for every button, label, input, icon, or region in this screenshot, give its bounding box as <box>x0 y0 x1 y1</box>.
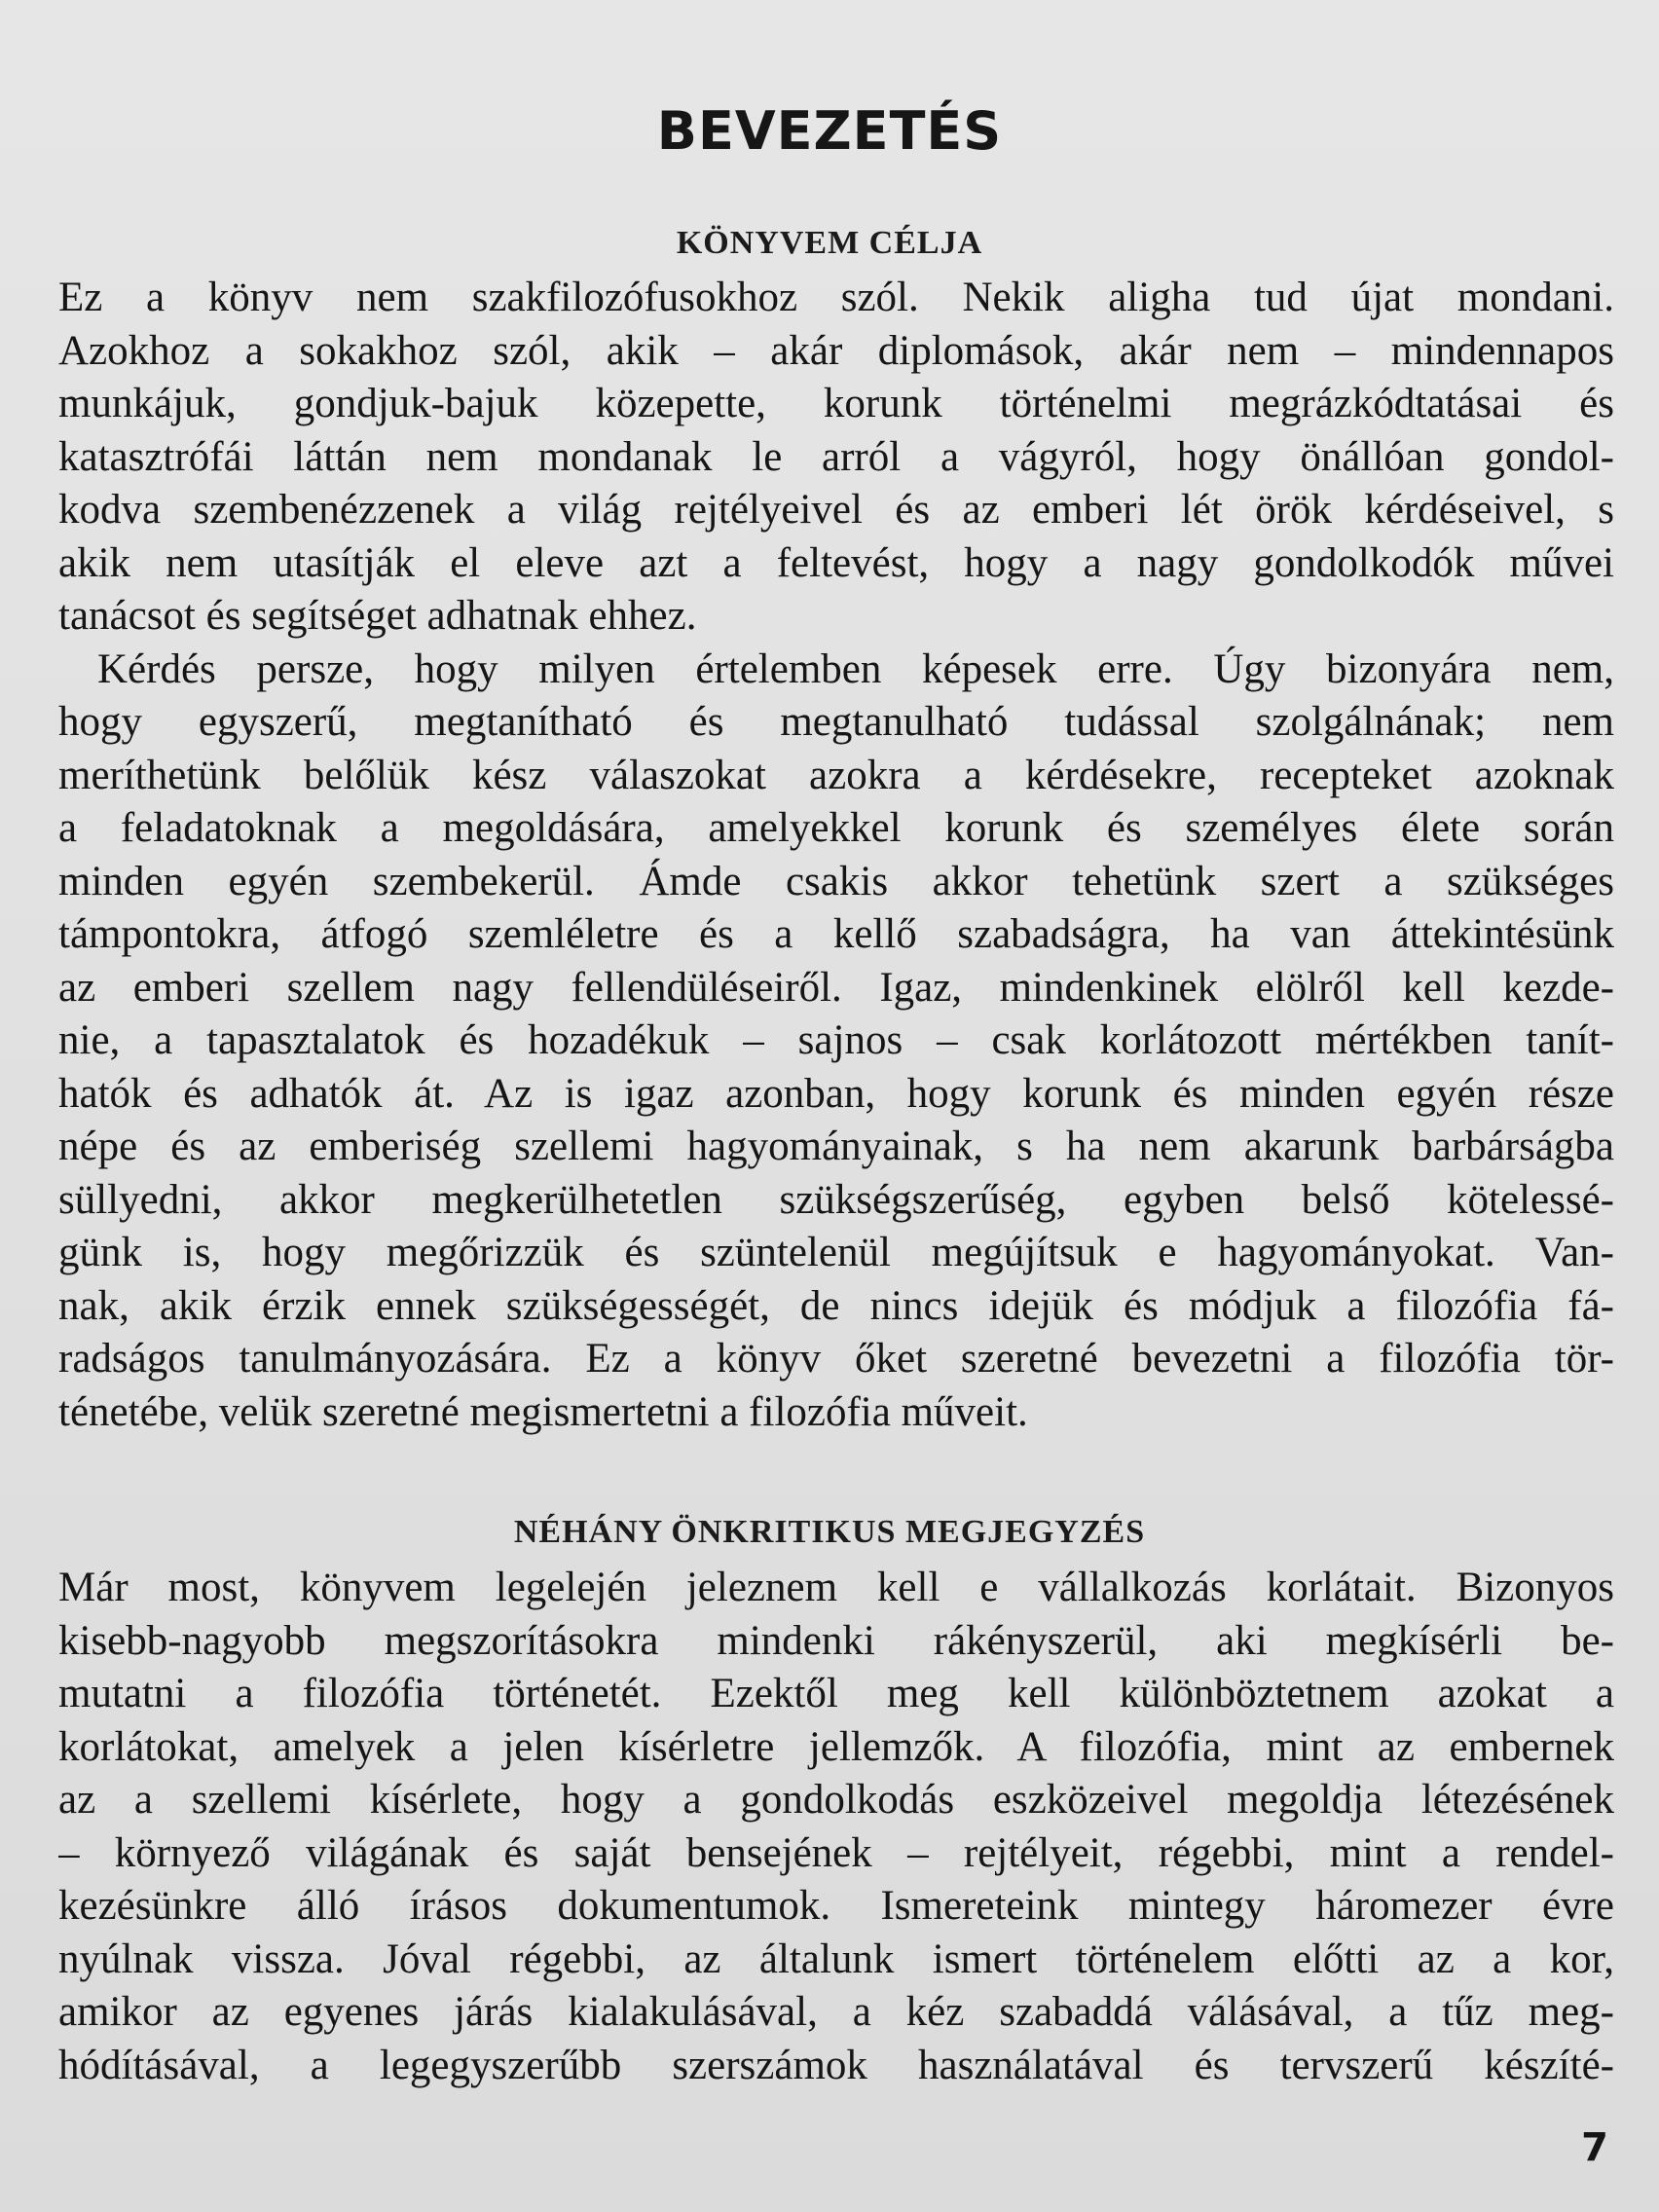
text-line: katasztrófái láttán nem mondanak le arról a vágyról, hogy önállóan gondol- <box>58 433 1614 480</box>
text-line: az emberi szellem nagy fellendüléseiről. Igaz, mindenkinek elölről kell kezde- <box>58 964 1614 1011</box>
page-number: 7 <box>1581 2125 1608 2170</box>
text-line: meríthetünk belőlük kész válaszokat azokra a kérdésekre, recepteket azoknak <box>58 752 1614 798</box>
text-line: kezésünkre álló írásos dokumentumok. Ismereteink mintegy háromezer évre <box>58 1883 1614 1929</box>
text-line: radságos tanulmányozására. Ez a könyv őket szeretné bevezetni a filozófia tör- <box>58 1336 1614 1382</box>
text-line: Már most, könyvem legelején jeleznem kell e vállalkozás korlátait. Bizonyos <box>58 1565 1614 1610</box>
text-line: munkájuk, gondjuk-bajuk közepette, korunk történelmi megrázkódtatásai és <box>58 381 1614 426</box>
text-line: akik nem utasítják el eleve azt a feltevést, hogy a nagy gondolkodók művei <box>58 539 1614 586</box>
text-line: hódításával, a legegyszerűbb szerszámok használatával és tervszerű készíté- <box>58 2042 1614 2088</box>
text-line: Kérdés persze, hogy milyen értelemben képesek erre. Úgy bizonyára nem, <box>97 645 1614 692</box>
text-line: amikor az egyenes járás kialakulásával, a kéz szabaddá válásával, a tűz meg- <box>58 1989 1614 2035</box>
text-line: süllyedni, akkor megkerülhetetlen szükségszerűség, egyben belső kötelessé- <box>58 1176 1614 1223</box>
text-line: kodva szembenézzenek a világ rejtélyeivel és az emberi lét örök kérdéseivel, s <box>58 487 1614 533</box>
section-heading-onkritikus-megjegyzes: NÉHÁNY ÖNKRITIKUS MEGJEGYZÉS <box>513 1514 1146 1550</box>
text-line: támpontokra, átfogó szemléletre és a kellő szabadságra, ha van áttekintésünk <box>58 911 1614 957</box>
text-line: nyúlnak vissza. Jóval régebbi, az általunk ismert történelem előtti az a kor, <box>58 1936 1614 1982</box>
chapter-title: BEVEZETÉS <box>656 100 1003 162</box>
text-line: kisebb-nagyobb megszorításokra mindenki rákényszerül, aki megkísérli be- <box>58 1617 1614 1664</box>
section2-text <box>58 1562 1614 2092</box>
text-line: tanácsot és segítséget adhatnak ehhez. <box>58 593 697 639</box>
text-line: minden egyén szembekerül. Ámde csakis akkor tehetünk szert a szükséges <box>58 858 1614 904</box>
text-line: nie, a tapasztalatok és hozadékuk – sajnos – csak korlátozott mértékben tanít- <box>58 1017 1614 1063</box>
text-line: hogy egyszerű, megtanítható és megtanulható tudással szolgálnának; nem <box>58 699 1614 745</box>
text-line: Azokhoz a sokakhoz szól, akik – akár diplomások, akár nem – mindennapos <box>58 327 1614 374</box>
text-line: hatók és adhatók át. Az is igaz azonban, hogy korunk és minden egyén része <box>58 1070 1614 1117</box>
text-line: Ez a könyv nem szakfilozófusokhoz szól. Nekik aligha tud újat mondani. <box>58 275 1614 320</box>
text-line: népe és az emberiség szellemi hagyományainak, s ha nem akarunk barbárságba <box>58 1124 1614 1169</box>
text-line: a feladatoknak a megoldására, amelyekkel korunk és személyes élete során <box>58 805 1614 851</box>
text-line: günk is, hogy megőrizzük és szüntelenül megújítsuk e hagyományokat. Van- <box>58 1230 1614 1275</box>
section1-text <box>58 272 1614 1439</box>
text-line: – környező világának és saját bensejének – rejtélyeit, régebbi, mint a rendel- <box>58 1829 1614 1876</box>
text-line: az a szellemi kísérlete, hogy a gondolkodás eszközeivel megoldja létezésének <box>58 1777 1614 1823</box>
text-line: ténetébe, velük szeretné megismertetni a filozófia műveit. <box>58 1388 1028 1435</box>
text-line: mutatni a filozófia történetét. Ezektől meg kell különböztetnem azokat a <box>58 1671 1614 1716</box>
section-heading-konyvem-celja: KÖNYVEM CÉLJA <box>676 225 983 261</box>
text-line: nak, akik érzik ennek szükségességét, de nincs idejük és módjuk a filozófia fá- <box>58 1282 1614 1329</box>
text-line: korlátokat, amelyek a jelen kísérletre jellemzők. A filozófia, mint az embernek <box>58 1723 1614 1770</box>
